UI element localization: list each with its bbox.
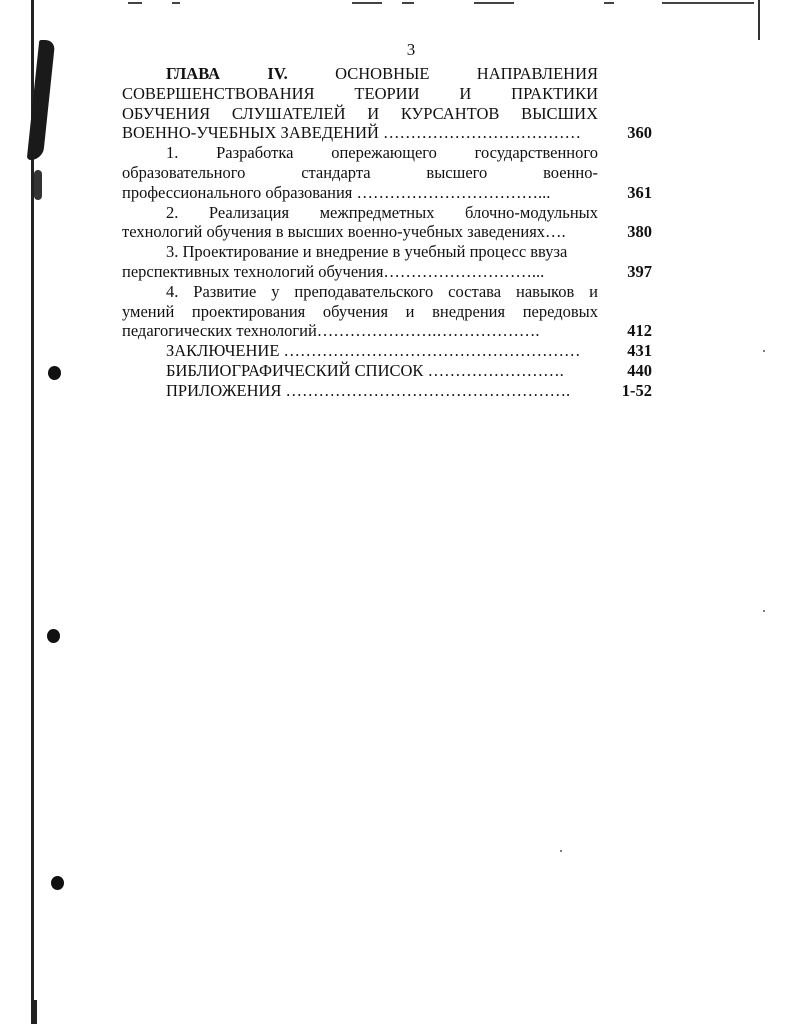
toc-entry-chapter-4 [122, 64, 656, 143]
table-of-contents [122, 64, 656, 401]
toc-line: образовательного стандарта высшего военно- [122, 162, 598, 182]
toc-line: педагогических технологий………………….………………. [122, 321, 540, 341]
toc-entry-appendices [122, 381, 656, 401]
page-number: 3 [406, 40, 416, 59]
toc-entry-bibliography [122, 361, 656, 381]
toc-page-number: 380 [627, 222, 652, 242]
scan-edge-mark [31, 1000, 37, 1024]
punch-hole [48, 366, 61, 380]
toc-entry-section-3 [122, 242, 656, 282]
toc-line: ОБУЧЕНИЯ СЛУШАТЕЛЕЙ И КУРСАНТОВ ВЫСШИХ [122, 103, 598, 123]
scan-top-mark [604, 2, 614, 4]
scan-speck [763, 350, 765, 352]
toc-page-number: 431 [627, 341, 652, 361]
toc-line: БИБЛИОГРАФИЧЕСКИЙ СПИСОК ……………………. [166, 360, 564, 380]
toc-line: ГЛАВА IV. ОСНОВНЫЕ НАПРАВЛЕНИЯ [166, 64, 598, 83]
scan-speck [763, 610, 765, 612]
scan-top-mark [402, 2, 414, 4]
toc-entry-section-2 [122, 203, 656, 243]
toc-line: ЗАКЛЮЧЕНИЕ ……………………………………………… [166, 341, 581, 361]
scan-top-mark [352, 2, 382, 4]
toc-line: перспективных технологий обучения………………………... [122, 261, 545, 281]
scan-top-mark [662, 2, 754, 4]
toc-entry-section-1 [122, 143, 656, 202]
toc-line: умений проектирования обучения и внедрения передовых [122, 301, 598, 321]
toc-page-number: 1-52 [621, 380, 652, 400]
chapter-label: ГЛАВА IV. [166, 64, 288, 83]
toc-line: ВОЕННО-УЧЕБНЫХ ЗАВЕДЕНИЙ ……………………………… [122, 123, 582, 143]
scan-right-edge [758, 0, 760, 40]
toc-page-number: 361 [627, 182, 652, 202]
toc-line: 3. Проектирование и внедрение в учебный процесс ввуза [166, 242, 568, 262]
toc-line: профессионального образования ……………………………... [122, 182, 551, 202]
toc-line: 4. Развитие у преподавательского состава навыков и [166, 281, 598, 301]
scan-binding-shadow-small [34, 170, 42, 200]
punch-hole [51, 876, 64, 890]
scan-top-mark [172, 2, 180, 4]
scan-top-mark [474, 2, 514, 4]
toc-line: ПРИЛОЖЕНИЯ ……………………………………………. [166, 380, 571, 400]
scan-speck [560, 850, 562, 852]
toc-page-number: 397 [627, 261, 652, 281]
punch-hole [47, 629, 60, 643]
toc-line: СОВЕРШЕНСТВОВАНИЯ ТЕОРИИ И ПРАКТИКИ [122, 83, 598, 103]
toc-line: технологий обучения в высших военно-учебных заведениях…. [122, 222, 566, 242]
toc-page-number: 360 [627, 123, 652, 143]
toc-entry-conclusion [122, 341, 656, 361]
scan-top-mark [128, 2, 142, 4]
toc-line: 1. Разработка опережающего государственного [166, 143, 598, 163]
toc-page-number: 412 [627, 321, 652, 341]
toc-line: 2. Реализация межпредметных блочно-модульных [166, 202, 598, 222]
toc-entry-section-4 [122, 282, 656, 341]
toc-page-number: 440 [627, 360, 652, 380]
